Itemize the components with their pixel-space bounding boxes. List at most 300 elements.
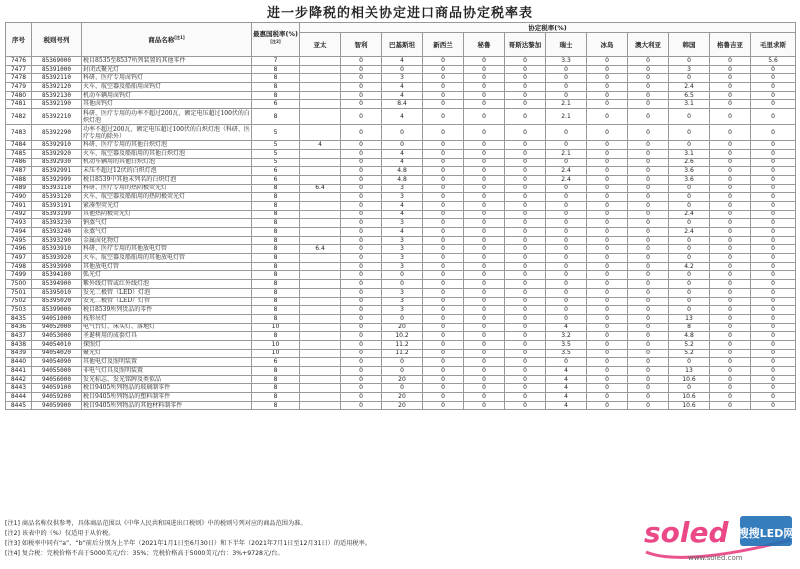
cell-rate: 0 <box>464 91 505 100</box>
cell-code: 85391000 <box>32 65 82 74</box>
cell-rate <box>300 57 341 66</box>
cell-rate: 4 <box>546 393 587 402</box>
cell-rate: 0 <box>341 57 382 66</box>
cell-rate: 0 <box>464 193 505 202</box>
cell-rate: 0 <box>628 125 669 141</box>
cell-rate: 0 <box>587 219 628 228</box>
cell-rate: 0 <box>628 367 669 376</box>
cell-rate: 0 <box>423 384 464 393</box>
cell-rate: 0 <box>505 340 546 349</box>
cell-rate: 0 <box>423 245 464 254</box>
cell-rate <box>300 149 341 158</box>
cell-rate: 0 <box>587 57 628 66</box>
cell-rate: 0 <box>505 65 546 74</box>
cell-rate: 5.2 <box>669 349 710 358</box>
cell-rate: 0 <box>382 358 423 367</box>
cell-mfn: 8 <box>252 201 300 210</box>
cell-rate: 0 <box>751 74 796 83</box>
cell-rate: 0 <box>669 109 710 125</box>
cell-rate: 0 <box>546 306 587 315</box>
cell-rate: 0 <box>505 175 546 184</box>
cell-rate: 0 <box>669 254 710 263</box>
cell-rate: 0 <box>587 358 628 367</box>
table-row <box>6 288 796 297</box>
cell-rate: 0 <box>628 74 669 83</box>
cell-mfn: 8 <box>252 367 300 376</box>
cell-rate: 0 <box>669 193 710 202</box>
table-row <box>6 393 796 402</box>
cell-name: 非电气灯具及照明装置 <box>82 367 252 376</box>
cell-name: 税目9405所列物品的其他材料制零件 <box>82 401 252 410</box>
cell-rate: 0 <box>669 384 710 393</box>
cell-rate: 0 <box>751 245 796 254</box>
cell-mfn: 8 <box>252 262 300 271</box>
cell-rate: 0 <box>341 297 382 306</box>
cell-rate: 0 <box>710 74 751 83</box>
cell-rate: 4 <box>382 201 423 210</box>
cell-seq: 7492 <box>6 210 32 219</box>
cell-mfn: 8 <box>252 219 300 228</box>
cell-rate: 0 <box>751 184 796 193</box>
cell-name: 火车、航空器及船舶用卤钨灯 <box>82 83 252 92</box>
cell-rate: 0 <box>464 74 505 83</box>
cell-name: 火车、航空器及船舶用的其他放电灯管 <box>82 254 252 263</box>
cell-rate: 0 <box>710 167 751 176</box>
table-row <box>6 314 796 323</box>
cell-name: 紫外线灯管或红外线灯泡 <box>82 280 252 289</box>
cell-mfn: 8 <box>252 245 300 254</box>
cell-rate: 0 <box>628 314 669 323</box>
cell-rate: 0 <box>341 125 382 141</box>
table-row <box>6 210 796 219</box>
cell-rate <box>300 91 341 100</box>
cell-rate: 0 <box>546 193 587 202</box>
cell-rate: 0 <box>382 367 423 376</box>
cell-seq: 7485 <box>6 149 32 158</box>
table-row <box>6 125 796 141</box>
cell-rate: 0 <box>751 65 796 74</box>
cell-mfn: 10 <box>252 323 300 332</box>
cell-rate: 0 <box>751 158 796 167</box>
cell-code: 94059100 <box>32 384 82 393</box>
header-seq: 序号 <box>6 23 32 57</box>
cell-rate: 0 <box>464 314 505 323</box>
cell-name: 火车、航空器及船舶用的其他白炽灯泡 <box>82 149 252 158</box>
cell-rate: 0 <box>423 167 464 176</box>
cell-rate: 0 <box>505 358 546 367</box>
cell-rate: 0 <box>341 288 382 297</box>
cell-rate: 0 <box>546 236 587 245</box>
cell-name: 金属卤化物灯 <box>82 236 252 245</box>
cell-rate: 0 <box>464 358 505 367</box>
cell-rate: 0 <box>587 184 628 193</box>
cell-rate: 0 <box>505 236 546 245</box>
footnotes <box>5 519 625 559</box>
cell-rate: 0 <box>464 149 505 158</box>
cell-rate: 20 <box>382 401 423 410</box>
cell-rate: 0 <box>751 280 796 289</box>
cell-rate: 0 <box>546 262 587 271</box>
cell-rate: 0 <box>628 167 669 176</box>
table-row <box>6 74 796 83</box>
cell-rate: 0 <box>464 65 505 74</box>
cell-rate <box>300 401 341 410</box>
header-partner: 冰岛 <box>587 33 628 57</box>
cell-rate: 0 <box>546 245 587 254</box>
header-partner: 韩国 <box>669 33 710 57</box>
cell-rate: 0 <box>751 401 796 410</box>
cell-rate: 0 <box>587 393 628 402</box>
table-row <box>6 83 796 92</box>
cell-rate: 0 <box>751 201 796 210</box>
cell-rate: 0 <box>628 184 669 193</box>
cell-rate: 3.6 <box>669 175 710 184</box>
cell-rate <box>300 125 341 141</box>
cell-rate: 0 <box>341 262 382 271</box>
cell-rate: 0 <box>505 393 546 402</box>
cell-rate: 0 <box>710 297 751 306</box>
cell-rate: 0 <box>341 91 382 100</box>
brand-text: soled <box>644 516 729 549</box>
cell-rate: 0 <box>710 184 751 193</box>
cell-mfn: 8 <box>252 83 300 92</box>
cell-rate: 0 <box>587 74 628 83</box>
cell-rate: 0 <box>669 219 710 228</box>
cell-rate: 4 <box>382 210 423 219</box>
cell-mfn: 8 <box>252 210 300 219</box>
cell-rate: 0 <box>423 401 464 410</box>
cell-rate: 0 <box>505 288 546 297</box>
cell-rate: 0 <box>423 349 464 358</box>
header-partner: 新西兰 <box>423 33 464 57</box>
cell-rate <box>300 280 341 289</box>
cell-rate: 0 <box>751 83 796 92</box>
cell-rate: 0 <box>341 332 382 341</box>
cell-rate: 3 <box>382 219 423 228</box>
cell-rate: 0 <box>710 262 751 271</box>
cell-rate: 0 <box>382 314 423 323</box>
cell-rate: 0 <box>464 340 505 349</box>
table-row <box>6 167 796 176</box>
cell-rate: 0 <box>628 262 669 271</box>
cell-rate: 0 <box>546 141 587 150</box>
cell-rate: 0 <box>464 158 505 167</box>
cell-rate: 0 <box>669 280 710 289</box>
cell-seq: 8443 <box>6 384 32 393</box>
cell-rate: 4 <box>382 109 423 125</box>
cell-rate: 0 <box>464 254 505 263</box>
cell-seq: 7484 <box>6 141 32 150</box>
cell-rate: 0 <box>423 375 464 384</box>
cell-rate <box>300 297 341 306</box>
cell-rate: 0 <box>628 288 669 297</box>
cell-code: 85399000 <box>32 306 82 315</box>
cell-rate: 0 <box>464 228 505 237</box>
cell-name: 发光二极管（LED）灯管 <box>82 297 252 306</box>
table-row <box>6 158 796 167</box>
cell-seq: 7489 <box>6 184 32 193</box>
cell-rate: 0 <box>587 314 628 323</box>
cell-name: 弧光灯 <box>82 271 252 280</box>
cell-rate: 0 <box>382 125 423 141</box>
cell-rate: 0 <box>587 401 628 410</box>
cell-rate: 8 <box>669 323 710 332</box>
cell-name: 功率不超过200瓦、额定电压超过100伏的白炽灯泡（科研、医疗专用的除外） <box>83 125 250 140</box>
cell-rate: 0 <box>710 83 751 92</box>
cell-rate: 0 <box>751 125 796 141</box>
cell-rate: 0 <box>628 228 669 237</box>
cell-rate: 0 <box>751 323 796 332</box>
cell-rate: 0 <box>546 65 587 74</box>
cell-rate: 0 <box>628 193 669 202</box>
cell-rate: 0 <box>464 349 505 358</box>
cell-name: 圣诞树用的成套灯具 <box>82 332 252 341</box>
cell-rate: 2.1 <box>546 109 587 125</box>
cell-code: 85394900 <box>32 280 82 289</box>
cell-rate: 0 <box>546 280 587 289</box>
table-row <box>6 201 796 210</box>
cell-rate: 4 <box>546 384 587 393</box>
cell-rate: 0 <box>464 384 505 393</box>
cell-rate: 0 <box>546 297 587 306</box>
cell-rate: 0 <box>341 83 382 92</box>
cell-rate: 0 <box>423 141 464 150</box>
cell-name: 其他放电灯管 <box>82 262 252 271</box>
cell-rate: 3.5 <box>546 340 587 349</box>
cell-rate: 0 <box>751 193 796 202</box>
cell-seq: 8436 <box>6 323 32 332</box>
table-row <box>6 141 796 150</box>
cell-code: 85392920 <box>32 149 82 158</box>
cell-rate: 0 <box>382 384 423 393</box>
cell-seq: 7497 <box>6 254 32 263</box>
cell-rate: 0 <box>505 91 546 100</box>
cell-rate: 3 <box>382 297 423 306</box>
cell-rate: 3 <box>382 193 423 202</box>
cell-rate: 0 <box>751 219 796 228</box>
cell-rate: 3 <box>382 288 423 297</box>
cell-name: 机动车辆用的其他白炽灯泡 <box>82 158 252 167</box>
cell-seq: 7500 <box>6 280 32 289</box>
cell-code: 85392999 <box>32 175 82 184</box>
cell-rate <box>300 367 341 376</box>
cell-rate: 0 <box>505 323 546 332</box>
cell-rate: 0 <box>341 228 382 237</box>
cell-rate: 0 <box>710 245 751 254</box>
cell-rate: 4 <box>546 323 587 332</box>
cell-rate: 0 <box>423 125 464 141</box>
cell-rate: 0 <box>423 306 464 315</box>
cell-rate: 3 <box>382 184 423 193</box>
cell-rate: 0 <box>464 262 505 271</box>
cell-rate: 0 <box>587 141 628 150</box>
cell-rate: 0 <box>505 332 546 341</box>
cell-code: 85392910 <box>32 141 82 150</box>
cell-rate: 0 <box>751 349 796 358</box>
cell-code: 85392190 <box>32 100 82 109</box>
cell-rate: 0 <box>669 141 710 150</box>
cell-code: 85395010 <box>32 288 82 297</box>
cell-rate: 0 <box>505 184 546 193</box>
table-row <box>6 184 796 193</box>
cell-name: 机动车辆用卤钨灯 <box>82 91 252 100</box>
header-mfn <box>252 23 300 57</box>
cell-rate: 0 <box>669 288 710 297</box>
cell-rate <box>300 193 341 202</box>
cell-rate: 10.6 <box>669 375 710 384</box>
cell-rate: 0 <box>505 149 546 158</box>
cell-rate: 0 <box>505 297 546 306</box>
cell-rate: 0 <box>423 210 464 219</box>
cell-rate: 0 <box>587 193 628 202</box>
cell-rate: 0 <box>751 393 796 402</box>
cell-rate: 10.6 <box>669 401 710 410</box>
tariff-table-container <box>5 22 795 410</box>
cell-rate: 0 <box>710 149 751 158</box>
header-name-label: 商品名称 <box>148 36 175 45</box>
cell-rate: 0 <box>587 340 628 349</box>
cell-rate: 0 <box>628 306 669 315</box>
cell-seq: 7481 <box>6 100 32 109</box>
footnote: [注4] 复合税：完税价格不高于5000美元/台：35%；完税价格高于5000美元/台：3%+9728元/台。 <box>5 550 284 557</box>
table-row <box>6 100 796 109</box>
cell-rate: 0 <box>546 91 587 100</box>
table-row <box>6 401 796 410</box>
cell-seq: 7502 <box>6 297 32 306</box>
cell-rate: 0 <box>464 323 505 332</box>
table-row <box>6 149 796 158</box>
table-row <box>6 109 796 125</box>
table-row <box>6 340 796 349</box>
cell-rate: 0 <box>751 367 796 376</box>
cell-rate: 0 <box>628 280 669 289</box>
cell-rate: 0 <box>628 401 669 410</box>
cell-rate: 0 <box>587 271 628 280</box>
cell-rate: 20 <box>382 323 423 332</box>
cell-rate: 0 <box>546 271 587 280</box>
cell-rate <box>300 349 341 358</box>
cell-rate: 0 <box>710 100 751 109</box>
cell-rate: 0 <box>505 141 546 150</box>
cell-seq: 7491 <box>6 201 32 210</box>
cell-rate: 0 <box>464 271 505 280</box>
cell-rate: 3 <box>382 74 423 83</box>
cell-rate: 0 <box>464 175 505 184</box>
cell-rate: 0 <box>382 141 423 150</box>
cell-rate: 0 <box>710 65 751 74</box>
cell-rate: 0 <box>505 57 546 66</box>
footnote: [注1] 商品名称仅供参考，具体商品范围以《中华人民共和国进出口税则》中的税则号列对应的商品范围为准。 <box>5 520 307 527</box>
table-row <box>6 375 796 384</box>
table-row <box>6 358 796 367</box>
cell-mfn: 8 <box>252 393 300 402</box>
cell-rate: 6.5 <box>669 91 710 100</box>
cell-rate <box>300 254 341 263</box>
cell-name: 紧凑型荧光灯 <box>82 201 252 210</box>
cell-rate: 0 <box>423 332 464 341</box>
table-header <box>6 23 796 57</box>
cell-rate <box>300 262 341 271</box>
cell-rate: 0 <box>464 83 505 92</box>
cell-rate: 2.4 <box>669 228 710 237</box>
cell-name: 发光二极管（LED）灯泡 <box>82 288 252 297</box>
cell-rate: 0 <box>423 219 464 228</box>
cell-rate: 20 <box>382 393 423 402</box>
cell-code: 85393990 <box>32 262 82 271</box>
cell-rate: 0 <box>587 245 628 254</box>
cell-rate: 3.3 <box>546 57 587 66</box>
cell-rate: 0 <box>751 384 796 393</box>
cell-rate: 2.4 <box>546 175 587 184</box>
table-row <box>6 219 796 228</box>
cell-seq: 8438 <box>6 340 32 349</box>
cell-rate: 4 <box>382 149 423 158</box>
cell-rate: 0 <box>710 393 751 402</box>
cell-rate: 0 <box>505 271 546 280</box>
tariff-table <box>5 22 796 410</box>
cell-name: 枝形吊灯 <box>82 314 252 323</box>
cell-rate: 0 <box>751 149 796 158</box>
cell-rate: 0 <box>423 201 464 210</box>
cell-code: 85392210 <box>32 109 82 125</box>
cell-rate: 0 <box>505 228 546 237</box>
cell-rate: 0 <box>587 100 628 109</box>
cell-seq: 8440 <box>6 358 32 367</box>
cell-rate <box>300 210 341 219</box>
cell-rate <box>300 100 341 109</box>
cell-rate: 0 <box>341 358 382 367</box>
cell-rate <box>300 83 341 92</box>
cell-rate: 4 <box>382 91 423 100</box>
cell-seq: 7495 <box>6 236 32 245</box>
cell-rate: 0 <box>710 314 751 323</box>
cell-rate: 2.4 <box>669 210 710 219</box>
table-row <box>6 367 796 376</box>
header-group: 协定税率(%) <box>300 23 796 33</box>
cell-rate: 0 <box>669 271 710 280</box>
cell-rate: 0 <box>341 109 382 125</box>
cell-rate: 0 <box>587 384 628 393</box>
cell-rate: 0 <box>505 158 546 167</box>
cell-rate: 0 <box>546 74 587 83</box>
cell-rate: 0 <box>464 184 505 193</box>
cell-rate: 0 <box>751 141 796 150</box>
table-row <box>6 91 796 100</box>
cell-rate: 0 <box>628 57 669 66</box>
cell-rate: 0 <box>505 74 546 83</box>
cell-name: 税目8539中其他未列名的白炽灯泡 <box>82 175 252 184</box>
cell-rate: 0 <box>505 167 546 176</box>
cell-rate: 0 <box>751 306 796 315</box>
cell-rate <box>300 340 341 349</box>
cell-rate: 0 <box>546 288 587 297</box>
table-row <box>6 332 796 341</box>
cell-rate: 4 <box>546 375 587 384</box>
cell-code: 85393290 <box>32 236 82 245</box>
cell-rate: 0 <box>628 236 669 245</box>
cell-name: 其他热阴极荧光灯 <box>82 210 252 219</box>
cell-mfn: 6 <box>252 358 300 367</box>
cell-rate: 0 <box>587 158 628 167</box>
cell-rate: 0 <box>341 349 382 358</box>
cell-rate: 4.8 <box>382 167 423 176</box>
cell-seq: 7498 <box>6 262 32 271</box>
cell-name: 科研、医疗专用的功率不超过200瓦、额定电压超过100伏的白炽灯泡 <box>83 109 250 124</box>
cell-rate: 0 <box>341 167 382 176</box>
cell-rate: 0 <box>423 193 464 202</box>
table-body <box>6 57 796 410</box>
cell-rate: 0 <box>505 401 546 410</box>
